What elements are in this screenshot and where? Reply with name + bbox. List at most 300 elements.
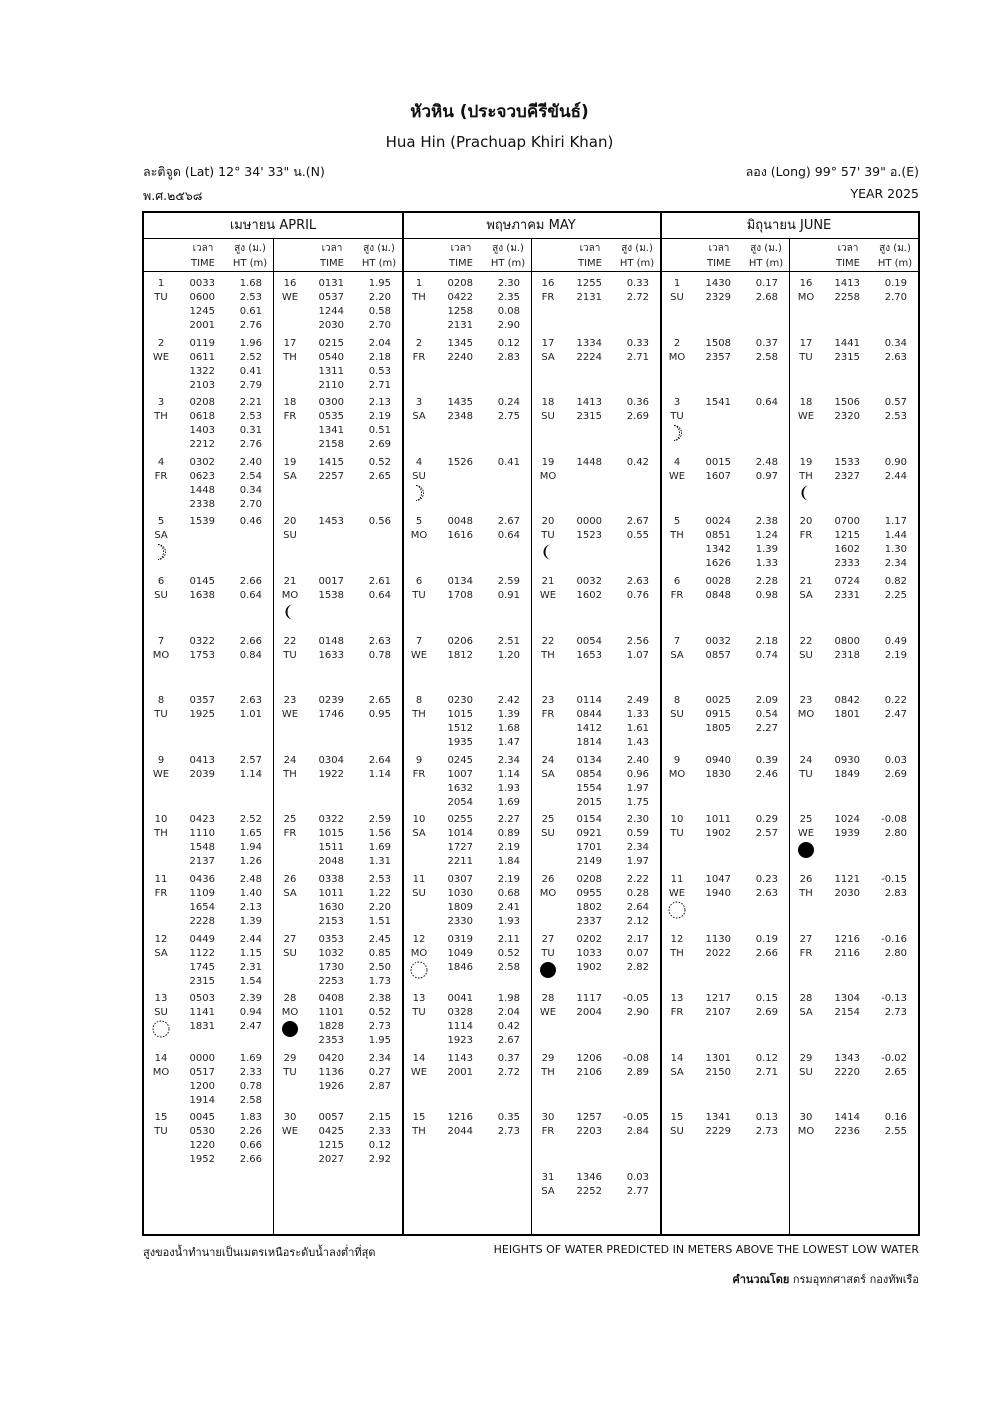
day-number: 17 [541, 337, 555, 349]
tide-time: 0449 [189, 933, 215, 945]
tide-height: 1.47 [497, 737, 520, 749]
tide-time: 0300 [318, 397, 344, 409]
tide-height: 0.28 [626, 888, 649, 899]
tide-height: 0.08 [497, 306, 520, 317]
weekday: MO [410, 947, 428, 959]
tide-time: 0425 [318, 1126, 344, 1138]
day-number: 22 [799, 635, 813, 647]
tide-height: -0.16 [881, 933, 907, 945]
tide-height: 1.01 [239, 709, 262, 721]
tide-height: 2.57 [755, 828, 778, 840]
tide-time: 2107 [705, 1007, 731, 1019]
tide-time: 1701 [576, 842, 602, 854]
tide-time: 2153 [318, 916, 344, 927]
tide-time: 0530 [189, 1126, 215, 1138]
tide-height: 2.68 [755, 292, 778, 303]
weekday: TH [412, 1126, 426, 1138]
tide-height: 0.22 [884, 695, 907, 707]
tide-time: 1448 [576, 456, 602, 468]
tide-height: 2.90 [626, 1007, 649, 1019]
tide-height: 2.61 [368, 576, 391, 587]
height-header-thai: สูง (ม.) [879, 243, 911, 254]
tide-time: 0145 [189, 576, 215, 587]
height-header-english: HT (m) [748, 258, 784, 269]
weekday: SA [412, 828, 426, 840]
tide-height: -0.15 [881, 874, 907, 885]
tide-height: 2.67 [497, 1035, 520, 1047]
weekday: WE [281, 292, 299, 303]
weekday: SA [541, 1186, 555, 1197]
tide-height: 2.34 [884, 558, 907, 570]
tide-height: 0.82 [884, 576, 907, 587]
weekday: MO [797, 1126, 815, 1138]
tide-height: 2.20 [368, 902, 391, 913]
tide-height: 0.76 [626, 590, 649, 601]
day-number: 3 [673, 397, 681, 409]
tide-time: 0215 [318, 337, 344, 349]
month-title: มิถุนายน JUNE [746, 218, 832, 233]
weekday: SU [799, 1066, 813, 1078]
tide-time: 0940 [705, 754, 731, 766]
tide-time: 1830 [705, 768, 731, 780]
day-number: 15 [412, 1112, 426, 1124]
latitude-label: ละติจูด (Lat) 12° 34' 33" น.(N) [143, 164, 325, 179]
weekday: MO [410, 530, 428, 542]
tide-height: 1.15 [239, 947, 262, 959]
weekday: TU [670, 411, 684, 423]
tide-height: 2.13 [368, 397, 391, 409]
tide-time: 0304 [318, 754, 344, 766]
tide-time: 1814 [576, 737, 602, 749]
tide-height: 2.65 [368, 695, 391, 707]
tide-time: 1653 [576, 649, 602, 661]
tide-height: 2.72 [626, 292, 649, 303]
weekday: TH [412, 292, 426, 303]
tide-height: 1.93 [497, 782, 520, 794]
tide-height: 2.87 [368, 1080, 391, 1092]
tide-time: 0307 [447, 874, 473, 885]
time-header-english: TIME [319, 258, 344, 269]
tide-height: -0.08 [881, 814, 907, 826]
tide-time: 2150 [705, 1066, 731, 1078]
weekday: MO [797, 709, 815, 721]
tide-table [142, 211, 920, 1236]
weekday: FR [670, 1007, 684, 1019]
weekday: TH [283, 768, 297, 780]
tide-height: 2.58 [755, 351, 778, 363]
tide-time: 0032 [705, 635, 731, 647]
tide-time: 0239 [318, 695, 344, 707]
tide-height: 2.28 [755, 576, 778, 587]
tide-time: 0623 [189, 470, 215, 482]
tide-time: 0025 [705, 695, 731, 707]
tide-time: 1940 [705, 888, 731, 899]
tide-height: 0.64 [368, 590, 391, 601]
day-number: 12 [670, 933, 684, 945]
day-number: 4 [415, 456, 423, 468]
weekday: SA [541, 351, 555, 363]
weekday: SU [670, 1126, 684, 1138]
tide-height: 2.13 [239, 902, 262, 913]
tide-time: 1032 [318, 947, 344, 959]
tide-height: 2.27 [497, 814, 520, 826]
tide-time: 2001 [189, 320, 215, 331]
tide-time: 0540 [318, 351, 344, 363]
tide-height: 0.52 [368, 456, 391, 468]
tide-height: 1.22 [368, 888, 391, 899]
day-number: 28 [283, 993, 297, 1005]
tide-time: 1607 [705, 470, 731, 482]
tide-time: 0854 [576, 768, 602, 780]
tide-time: 0844 [576, 709, 602, 721]
tide-time: 2030 [318, 320, 344, 331]
weekday: TU [799, 768, 813, 780]
tide-height: 2.49 [626, 695, 649, 707]
tide-time: 1745 [189, 961, 215, 973]
tide-height: 2.45 [368, 933, 391, 945]
tide-height: 2.75 [497, 411, 520, 423]
tide-time: 1141 [189, 1007, 215, 1019]
tide-time: 1511 [318, 842, 344, 854]
day-number: 27 [799, 933, 813, 945]
day-number: 18 [283, 397, 297, 409]
tide-height: 2.65 [368, 470, 391, 482]
tide-height: 2.51 [497, 635, 520, 647]
weekday: WE [668, 470, 686, 482]
tide-time: 1453 [318, 516, 344, 528]
tide-height: 2.59 [497, 576, 520, 587]
year-label: YEAR 2025 [850, 186, 919, 201]
day-number: 6 [673, 576, 681, 587]
tide-height: 2.46 [755, 768, 778, 780]
weekday: SU [412, 888, 426, 899]
time-header-thai: เวลา [450, 243, 472, 254]
day-number: 8 [415, 695, 423, 707]
tide-time: 1403 [189, 425, 215, 437]
tide-time: 0436 [189, 874, 215, 885]
day-number: 14 [670, 1052, 684, 1064]
tide-height: 2.53 [884, 411, 907, 423]
weekday: MO [668, 768, 686, 780]
day-number: 11 [670, 874, 684, 885]
tide-height: 1.61 [626, 723, 649, 735]
tide-height: 0.68 [497, 888, 520, 899]
tide-time: 0054 [576, 635, 602, 647]
tide-time: 1122 [189, 947, 215, 959]
weekday: MO [152, 1066, 170, 1078]
tide-height: 2.31 [239, 961, 262, 973]
tide-time: 2240 [447, 351, 473, 363]
weekday: WE [410, 1066, 428, 1078]
tide-time: 0724 [834, 576, 860, 587]
tide-time: 1341 [705, 1112, 731, 1124]
tide-height: 2.26 [239, 1126, 262, 1138]
moon-full-icon [152, 1020, 170, 1038]
tide-time: 1802 [576, 902, 602, 913]
day-number: 10 [154, 814, 168, 826]
tide-height: 1.24 [755, 530, 778, 542]
day-number: 14 [412, 1052, 426, 1064]
tide-time: 2131 [576, 292, 602, 303]
tide-time: 1533 [834, 456, 860, 468]
tide-time: 2329 [705, 292, 731, 303]
weekday: FR [541, 1126, 555, 1138]
weekday: SA [799, 1007, 813, 1019]
tide-time: 1244 [318, 306, 344, 317]
tide-time: 1512 [447, 723, 473, 735]
buddhist-year-label: พ.ศ.๒๕๖๘ [143, 188, 203, 203]
height-header-thai: สูง (ม.) [363, 243, 395, 254]
tide-time: 0202 [576, 933, 602, 945]
height-header-thai: สูง (ม.) [492, 243, 524, 254]
tide-height: 2.66 [755, 947, 778, 959]
day-number: 8 [673, 695, 681, 707]
tide-time: 1626 [705, 558, 731, 570]
tide-time: 1902 [705, 828, 731, 840]
weekday: WE [281, 1126, 299, 1138]
tide-height: 2.70 [239, 498, 262, 510]
tide-time: 1033 [576, 947, 602, 959]
tide-time: 2001 [447, 1066, 473, 1078]
day-number: 15 [154, 1112, 168, 1124]
tide-height: 0.19 [884, 278, 907, 289]
time-header-english: TIME [706, 258, 731, 269]
tide-height: 1.07 [626, 649, 649, 661]
day-number: 13 [670, 993, 684, 1005]
tide-height: 0.39 [755, 754, 778, 766]
tide-height: 1.69 [497, 796, 520, 808]
tide-time: 1301 [705, 1052, 731, 1064]
tide-time: 1346 [576, 1172, 602, 1183]
weekday: WE [152, 351, 170, 363]
tide-height: 0.24 [497, 397, 520, 409]
tide-height: 1.69 [239, 1052, 262, 1064]
tide-time: 2228 [189, 916, 215, 927]
weekday: SA [799, 590, 813, 601]
day-number: 6 [415, 576, 423, 587]
day-number: 12 [154, 933, 168, 945]
tide-time: 1809 [447, 902, 473, 913]
day-number: 22 [283, 635, 297, 647]
tide-height: 0.33 [626, 337, 649, 349]
tide-time: 2039 [189, 768, 215, 780]
day-number: 31 [541, 1172, 555, 1183]
moon-first-icon [152, 543, 170, 561]
tide-height: 2.71 [626, 351, 649, 363]
tide-time: 0024 [705, 516, 731, 528]
tide-height: 0.36 [626, 397, 649, 409]
tide-height: 2.59 [368, 814, 391, 826]
weekday: WE [152, 768, 170, 780]
tide-time: 0131 [318, 278, 344, 289]
tide-time: 0148 [318, 635, 344, 647]
month-divider [402, 213, 404, 1234]
day-number: 28 [541, 993, 555, 1005]
tide-height: 0.96 [626, 768, 649, 780]
tide-time: 1143 [447, 1052, 473, 1064]
tide-time: 0000 [189, 1052, 215, 1064]
tide-height: -0.08 [623, 1052, 649, 1064]
tide-height: 2.76 [239, 320, 262, 331]
weekday: SU [670, 292, 684, 303]
page-title-thai: หัวหิน (ประจวบคีรีขันธ์) [410, 102, 589, 122]
tide-time: 2320 [834, 411, 860, 423]
day-number: 20 [541, 516, 555, 528]
footnote-thai: สูงของน้ำทำนายเป็นเมตรเหนือระดับน้ำลงต่ำที่สุด [143, 1246, 376, 1259]
tide-height: 0.64 [239, 590, 262, 601]
moon-new-icon [797, 841, 815, 859]
weekday: MO [152, 649, 170, 661]
tide-time: 1448 [189, 484, 215, 496]
tide-time: 0208 [576, 874, 602, 885]
tide-time: 0134 [576, 754, 602, 766]
weekday: TU [154, 709, 168, 721]
day-number: 21 [283, 576, 297, 587]
tide-time: 2027 [318, 1154, 344, 1166]
weekday: FR [670, 590, 684, 601]
tide-time: 2331 [834, 590, 860, 601]
weekday: FR [412, 351, 426, 363]
tide-time: 1342 [705, 544, 731, 556]
moon-last-icon [797, 484, 815, 502]
time-header-english: TIME [835, 258, 860, 269]
weekday: SU [283, 530, 297, 542]
weekday: SU [799, 649, 813, 661]
tide-time: 1322 [189, 365, 215, 377]
tide-time: 0048 [447, 516, 473, 528]
tide-time: 1015 [447, 709, 473, 721]
tide-height: 2.48 [755, 456, 778, 468]
compiled-by-label: คำนวณโดย [732, 1273, 790, 1286]
half-month-divider [789, 238, 790, 1234]
tide-height: 0.78 [239, 1080, 262, 1092]
day-number: 29 [283, 1052, 297, 1064]
tide-time: 2015 [576, 796, 602, 808]
day-number: 24 [283, 754, 297, 766]
tide-height: 2.34 [626, 842, 649, 854]
tide-height: 1.14 [239, 768, 262, 780]
weekday: SA [670, 1066, 684, 1078]
tide-height: 2.90 [497, 320, 520, 331]
tide-time: 0045 [189, 1112, 215, 1124]
tide-time: 2030 [834, 888, 860, 899]
tide-height: 1.44 [884, 530, 907, 542]
tide-time: 0921 [576, 828, 602, 840]
tide-height: 2.39 [239, 993, 262, 1005]
tide-time: 1007 [447, 768, 473, 780]
weekday: SA [541, 768, 555, 780]
time-header-english: TIME [577, 258, 602, 269]
tide-height: 1.14 [368, 768, 391, 780]
page-title-english: Hua Hin (Prachuap Khiri Khan) [385, 133, 614, 151]
weekday: SU [670, 709, 684, 721]
tide-time: 1632 [447, 782, 473, 794]
tide-height: 2.73 [755, 1126, 778, 1138]
weekday: FR [799, 947, 813, 959]
tide-time: 0134 [447, 576, 473, 587]
tide-height: 2.52 [239, 814, 262, 826]
tide-height: 0.98 [755, 590, 778, 601]
day-number: 2 [415, 337, 423, 349]
tide-height: 2.92 [368, 1154, 391, 1166]
tide-time: 0423 [189, 814, 215, 826]
tide-height: 0.31 [239, 425, 262, 437]
tide-time: 1414 [834, 1112, 860, 1124]
tide-time: 0119 [189, 337, 215, 349]
tide-height: 2.52 [239, 351, 262, 363]
tide-height: 2.55 [884, 1126, 907, 1138]
weekday: TU [412, 590, 426, 601]
tide-height: 2.34 [497, 754, 520, 766]
tide-time: 0328 [447, 1007, 473, 1019]
weekday: TU [670, 828, 684, 840]
tide-height: 1.84 [497, 856, 520, 868]
day-number: 3 [415, 397, 423, 409]
tide-time: 0851 [705, 530, 731, 542]
tide-height: 1.68 [239, 278, 262, 289]
tide-height: 0.55 [626, 530, 649, 542]
tide-height: 0.53 [368, 365, 391, 377]
tide-time: 1935 [447, 737, 473, 749]
moon-full-icon [410, 961, 428, 979]
day-number: 2 [157, 337, 165, 349]
tide-time: 2212 [189, 439, 215, 451]
tide-time: 1939 [834, 828, 860, 840]
tide-time: 1801 [834, 709, 860, 721]
time-header-thai: เวลา [579, 243, 601, 254]
tide-time: 1708 [447, 590, 473, 601]
tide-height: 2.09 [755, 695, 778, 707]
day-number: 10 [670, 814, 684, 826]
tide-height: 1.31 [368, 856, 391, 868]
tide-time: 1730 [318, 961, 344, 973]
tide-time: 1334 [576, 337, 602, 349]
weekday: FR [283, 828, 297, 840]
moon-first-icon [668, 424, 686, 442]
tide-height: 0.33 [626, 278, 649, 289]
tide-time: 0420 [318, 1052, 344, 1064]
tide-time: 0503 [189, 993, 215, 1005]
tide-time: 1441 [834, 337, 860, 349]
day-number: 12 [412, 933, 426, 945]
tide-time: 1523 [576, 530, 602, 542]
tide-height: 1.93 [497, 916, 520, 927]
day-number: 16 [541, 278, 555, 289]
tide-height: 2.89 [626, 1066, 649, 1078]
weekday: TU [412, 1007, 426, 1019]
tide-height: 0.29 [755, 814, 778, 826]
tide-height: 2.69 [626, 411, 649, 423]
month-title: เมษายน APRIL [229, 218, 317, 233]
tide-time: 2203 [576, 1126, 602, 1138]
tide-height: 2.54 [239, 470, 262, 482]
tide-time: 1526 [447, 456, 473, 468]
tide-time: 2211 [447, 856, 473, 868]
tide-height: -0.05 [623, 1112, 649, 1124]
day-number: 25 [541, 814, 555, 826]
tide-height: 2.82 [626, 961, 649, 973]
tide-height: 0.97 [755, 470, 778, 482]
tide-time: 1206 [576, 1052, 602, 1064]
weekday: SA [412, 411, 426, 423]
weekday: TU [541, 530, 555, 542]
tide-height: 0.37 [497, 1052, 520, 1064]
height-header-english: HT (m) [361, 258, 397, 269]
tide-height: 1.97 [626, 782, 649, 794]
tide-height: 1.96 [239, 337, 262, 349]
tide-time: 2338 [189, 498, 215, 510]
tide-time: 1753 [189, 649, 215, 661]
